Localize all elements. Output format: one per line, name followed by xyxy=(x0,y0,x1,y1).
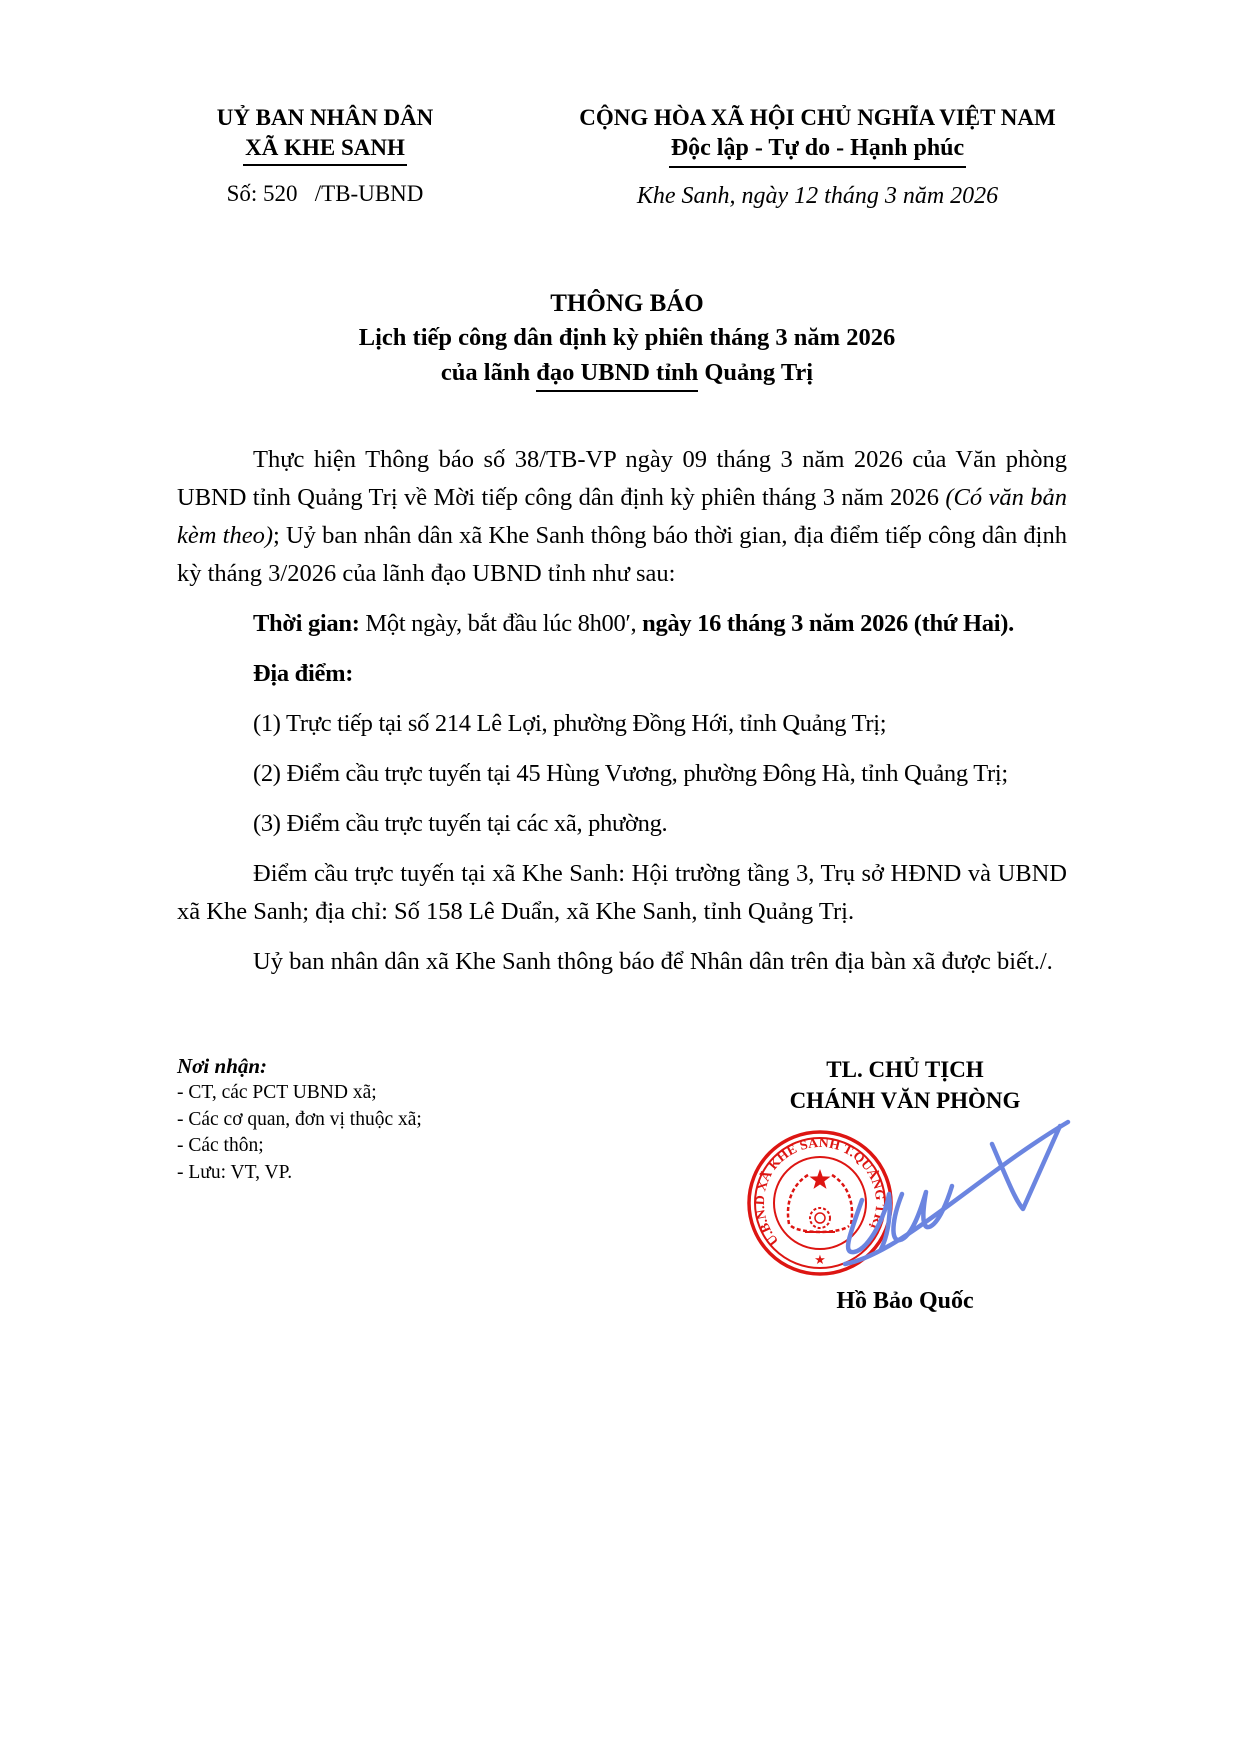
recipient-item: - CT, các PCT UBND xã; xyxy=(177,1082,377,1103)
motto-line xyxy=(550,133,1085,168)
issuing-authority-line1: UỶ BAN NHÂN DÂN xyxy=(216,105,434,130)
national-header-block xyxy=(550,103,1085,210)
signer-on-behalf: TL. CHỦ TỊCH xyxy=(826,1057,984,1082)
national-title: CỘNG HÒA XÃ HỘI CHỦ NGHĨA VIỆT NAM xyxy=(579,105,1056,130)
title-line3 xyxy=(177,355,1077,390)
location-item-2: (2) Điểm cầu trực tuyến tại 45 Hùng Vương, phường Đông Hà, tỉnh Quảng Trị; xyxy=(253,760,1008,787)
paragraph-intro-attachment-note: (Có văn bản kèm theo) xyxy=(177,484,1067,549)
paragraph-intro xyxy=(177,441,1067,593)
signer-name: Hồ Bảo Quốc xyxy=(836,1288,974,1314)
emblem-star xyxy=(810,1169,831,1189)
time-value: Một ngày, bắt đầu lúc 8h00′, xyxy=(359,610,643,637)
document-body xyxy=(177,441,1067,993)
document-number: Số: 520 /TB-UBND xyxy=(226,181,424,206)
issuing-authority-line2 xyxy=(170,133,480,163)
recipients-block xyxy=(177,1053,422,1186)
title-line3-pre: của lãnh xyxy=(440,359,537,386)
time-label: Thời gian: xyxy=(253,610,360,637)
location-item-3: (3) Điểm cầu trực tuyến tại các xã, phường. xyxy=(253,810,668,837)
issuing-authority-block xyxy=(170,103,480,207)
location-label-line xyxy=(177,655,1067,693)
title-line3-underlined: đạo UBND tỉnh xyxy=(536,359,698,392)
signature xyxy=(830,1112,1080,1277)
issuing-authority-name: XÃ KHE SANH xyxy=(243,135,407,166)
time-date-bold: ngày 16 tháng 3 năm 2026 (thứ Hai). xyxy=(642,610,1014,637)
paragraph-closing: Uỷ ban nhân dân xã Khe Sanh thông báo để Nhân dân trên địa bàn xã được biết./. xyxy=(253,948,1053,975)
signature-block xyxy=(655,1054,1155,1314)
paragraph-intro-seg1: Thực hiện Thông báo số 38/TB-VP ngày 09 tháng 3 năm 2026 của Văn phòng UBND tỉnh Quảng Trị về Mời tiếp công dân định kỳ phiên tháng 3 năm 2026 xyxy=(177,446,1067,511)
seal-bottom-star: ★ xyxy=(814,1252,826,1267)
paragraph-intro-seg3: ; Uỷ ban nhân dân xã Khe Sanh thông báo thời gian, địa điểm tiếp công dân định kỳ tháng 3/2026 của lãnh đạo UBND tỉnh như sau: xyxy=(177,522,1067,587)
title-line2: Lịch tiếp công dân định kỳ phiên tháng 3 năm 2026 xyxy=(358,324,896,351)
recipient-item: - Lưu: VT, VP. xyxy=(177,1161,293,1183)
recipients-label: Nơi nhận: xyxy=(177,1054,268,1078)
title-line3-post: Quảng Trị xyxy=(698,359,814,386)
motto-text: Độc lập - Tự do - Hạnh phúc xyxy=(669,133,966,168)
location-label: Địa điểm: xyxy=(253,660,354,687)
document-title-block xyxy=(177,288,1077,390)
signer-position: CHÁNH VĂN PHÒNG xyxy=(789,1088,1021,1113)
recipient-item: - Các cơ quan, đơn vị thuộc xã; xyxy=(177,1108,422,1130)
time-line xyxy=(177,605,1067,643)
document-kind: THÔNG BÁO xyxy=(550,290,704,317)
location-item-1: (1) Trực tiếp tại số 214 Lê Lợi, phường Đồng Hới, tỉnh Quảng Trị; xyxy=(253,710,887,737)
seal-ring-text: U.B.N.D XÃ KHE SANH T.QUẢNG TRỊ xyxy=(751,1134,889,1249)
place-date-line: Khe Sanh, ngày 12 tháng 3 năm 2026 xyxy=(636,183,999,209)
paragraph-bridge-point: Điểm cầu trực tuyến tại xã Khe Sanh: Hội trường tầng 3, Trụ sở HĐND và UBND xã Khe Sanh; địa chỉ: Số 158 Lê Duẩn, xã Khe Sanh, tỉnh Quảng Trị. xyxy=(177,860,1067,925)
recipient-item: - Các thôn; xyxy=(177,1135,264,1156)
